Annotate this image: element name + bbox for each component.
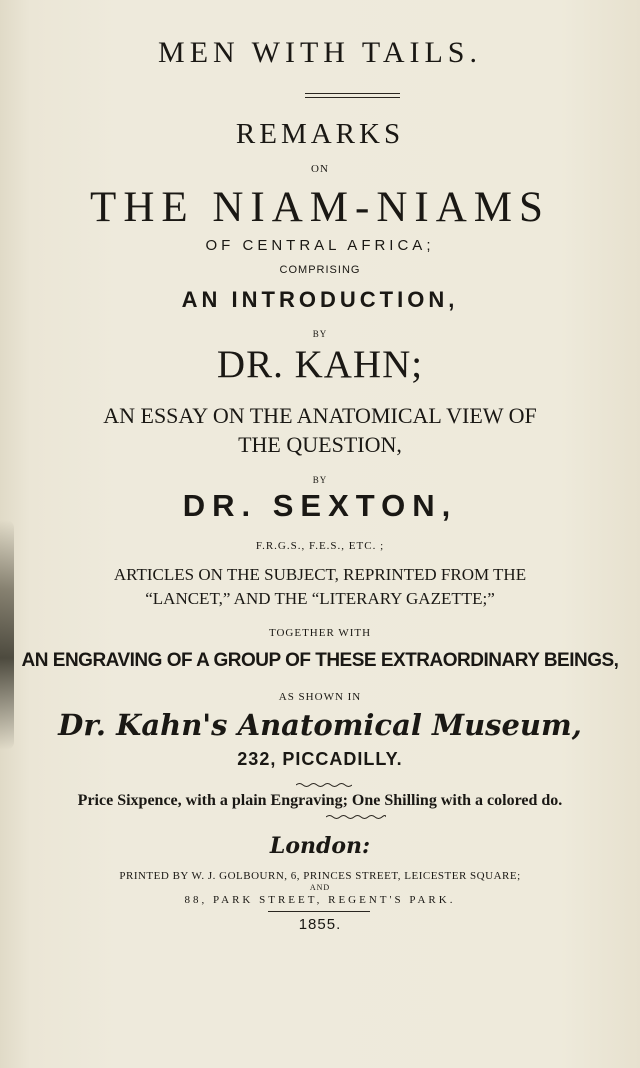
printer-and: AND bbox=[309, 883, 331, 892]
author-sexton: DR. SEXTON, bbox=[182, 488, 458, 523]
as-shown-in-text: AS SHOWN IN bbox=[278, 691, 362, 703]
price-line: Price Sixpence, with a plain Engraving; One Shilling with a colored do. bbox=[77, 792, 563, 809]
articles-line-1: ARTICLES ON THE SUBJECT, REPRINTED FROM THE bbox=[113, 565, 527, 584]
author-kahn: DR. KAHN; bbox=[216, 343, 424, 386]
region-line: OF CENTRAL AFRICA; bbox=[205, 237, 435, 254]
museum-name: Dr. Kahn's Anatomical Museum, bbox=[58, 708, 582, 742]
articles-line-2: “LANCET,” AND THE “LITERARY GAZETTE;” bbox=[145, 589, 495, 608]
printer-line-1: PRINTED BY W. J. GOLBOURN, 6, PRINCES STREET, LEICESTER SQUARE; bbox=[119, 870, 521, 882]
wavy-ornament-bottom bbox=[326, 814, 386, 820]
remarks-heading: REMARKS bbox=[235, 118, 405, 150]
on-text: ON bbox=[311, 163, 329, 175]
wavy-ornament-top bbox=[296, 782, 352, 788]
by-text-1: BY bbox=[312, 329, 328, 339]
together-with-text: TOGETHER WITH bbox=[268, 627, 372, 639]
running-title: MEN WITH TAILS. bbox=[158, 36, 482, 69]
main-title: THE NIAM-NIAMS bbox=[90, 184, 550, 231]
comprising-text: COMPRISING bbox=[279, 264, 361, 276]
by-text-2: BY bbox=[312, 475, 328, 485]
sexton-credentials: F.R.G.S., F.E.S., ETC. ; bbox=[255, 540, 385, 552]
publication-year: 1855. bbox=[298, 916, 342, 933]
double-rule-bottom bbox=[305, 97, 400, 98]
engraving-line: AN ENGRAVING OF A GROUP OF THESE EXTRAORDINARY BEINGS, bbox=[21, 650, 619, 671]
double-rule-top bbox=[305, 93, 400, 94]
introduction-line: AN INTRODUCTION, bbox=[181, 287, 459, 312]
printer-line-2: 88, PARK STREET, REGENT'S PARK. bbox=[184, 894, 456, 906]
address-line: 232, PICCADILLY. bbox=[237, 749, 403, 769]
year-rule bbox=[268, 911, 370, 912]
essay-line-1: AN ESSAY ON THE ANATOMICAL VIEW OF bbox=[103, 403, 537, 428]
essay-line-2: THE QUESTION, bbox=[238, 432, 402, 457]
london-imprint: London: bbox=[269, 833, 371, 859]
